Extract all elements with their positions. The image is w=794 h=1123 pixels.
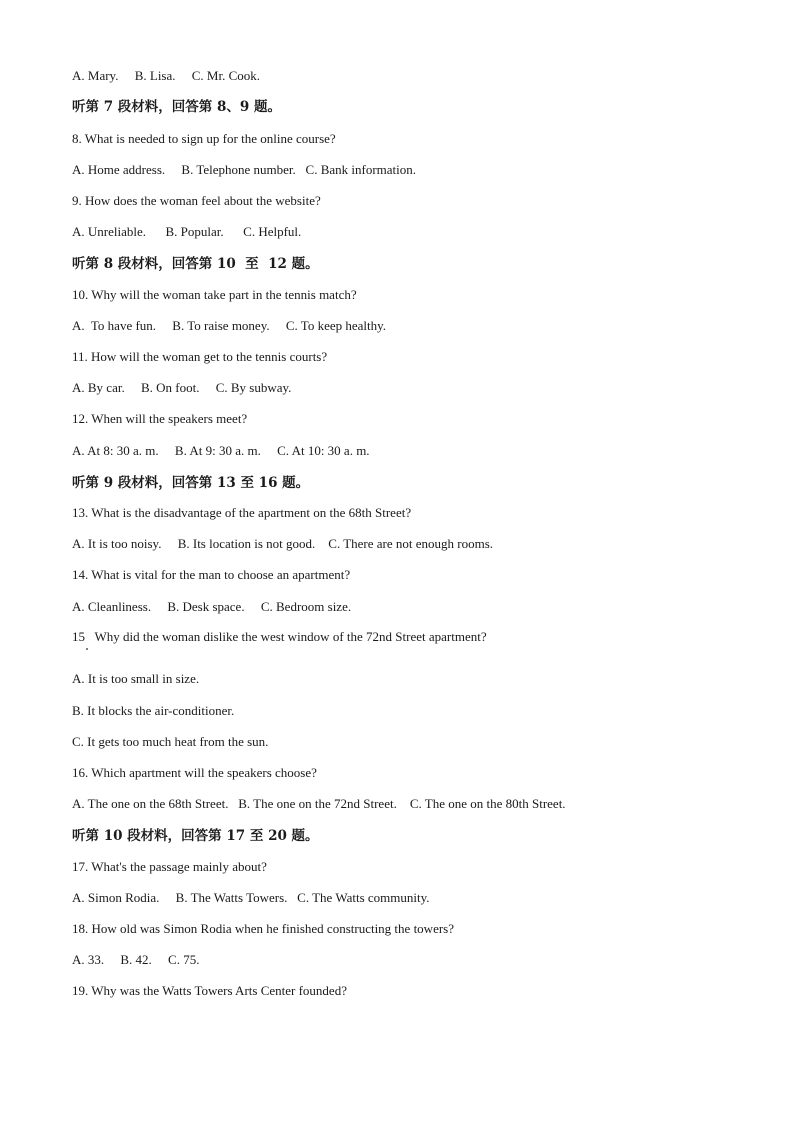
option-line-q7: A. Mary. B. Lisa. C. Mr. Cook. [72, 68, 261, 83]
question-19: 19. Why was the Watts Towers Arts Center founded? [72, 983, 347, 998]
option-b-q15: B. It blocks the air-conditioner. [72, 703, 235, 718]
option-line-q10: A. To have fun. B. To raise money. C. To keep healthy. [72, 318, 387, 333]
question-16: 16. Which apartment will the speakers choose? [72, 765, 317, 780]
option-line-q9: A. Unreliable. B. Popular. C. Helpful. [72, 224, 302, 239]
option-line-q13: A. It is too noisy. B. Its location is not good. C. There are not enough rooms. [72, 536, 494, 551]
section-heading-7: 听第 7 段材料，回答第 8、9 题。 [72, 99, 281, 115]
option-line-q12: A. At 8: 30 a. m. B. At 9: 30 a. m. C. At 10: 30 a. m. [72, 443, 370, 458]
question-15: 15 Why did the woman dislike the west window of the 72nd Street apartment? [72, 629, 487, 644]
section-heading-10: 听第 10 段材料，回答第 17 至 20 题。 [72, 828, 319, 844]
option-a-q15: A. It is too small in size. [72, 671, 200, 686]
option-line-q17: A. Simon Rodia. B. The Watts Towers. C. The Watts community. [72, 890, 430, 905]
question-14: 14. What is vital for the man to choose an apartment? [72, 567, 351, 582]
question-12: 12. When will the speakers meet? [72, 411, 248, 426]
option-c-q15: C. It gets too much heat from the sun. [72, 734, 269, 749]
question-11: 11. How will the woman get to the tennis courts? [72, 349, 328, 364]
question-13: 13. What is the disadvantage of the apartment on the 68th Street? [72, 505, 412, 520]
option-line-q8: A. Home address. B. Telephone number. C. Bank information. [72, 162, 417, 177]
option-line-q11: A. By car. B. On foot. C. By subway. [72, 380, 292, 395]
section-heading-8: 听第 8 段材料，回答第 10 至 12 题。 [72, 256, 319, 272]
stray-mark [86, 648, 88, 650]
section-heading-9: 听第 9 段材料，回答第 13 至 16 题。 [72, 475, 310, 491]
question-18: 18. How old was Simon Rodia when he finished constructing the towers? [72, 921, 454, 936]
option-line-q14: A. Cleanliness. B. Desk space. C. Bedroom size. [72, 599, 352, 614]
option-line-q16: A. The one on the 68th Street. B. The one on the 72nd Street. C. The one on the 80th Street. [72, 796, 566, 811]
option-line-q18: A. 33. B. 42. C. 75. [72, 952, 200, 967]
question-10: 10. Why will the woman take part in the tennis match? [72, 287, 357, 302]
question-17: 17. What's the passage mainly about? [72, 859, 267, 874]
question-9: 9. How does the woman feel about the website? [72, 193, 321, 208]
question-8: 8. What is needed to sign up for the online course? [72, 131, 336, 146]
